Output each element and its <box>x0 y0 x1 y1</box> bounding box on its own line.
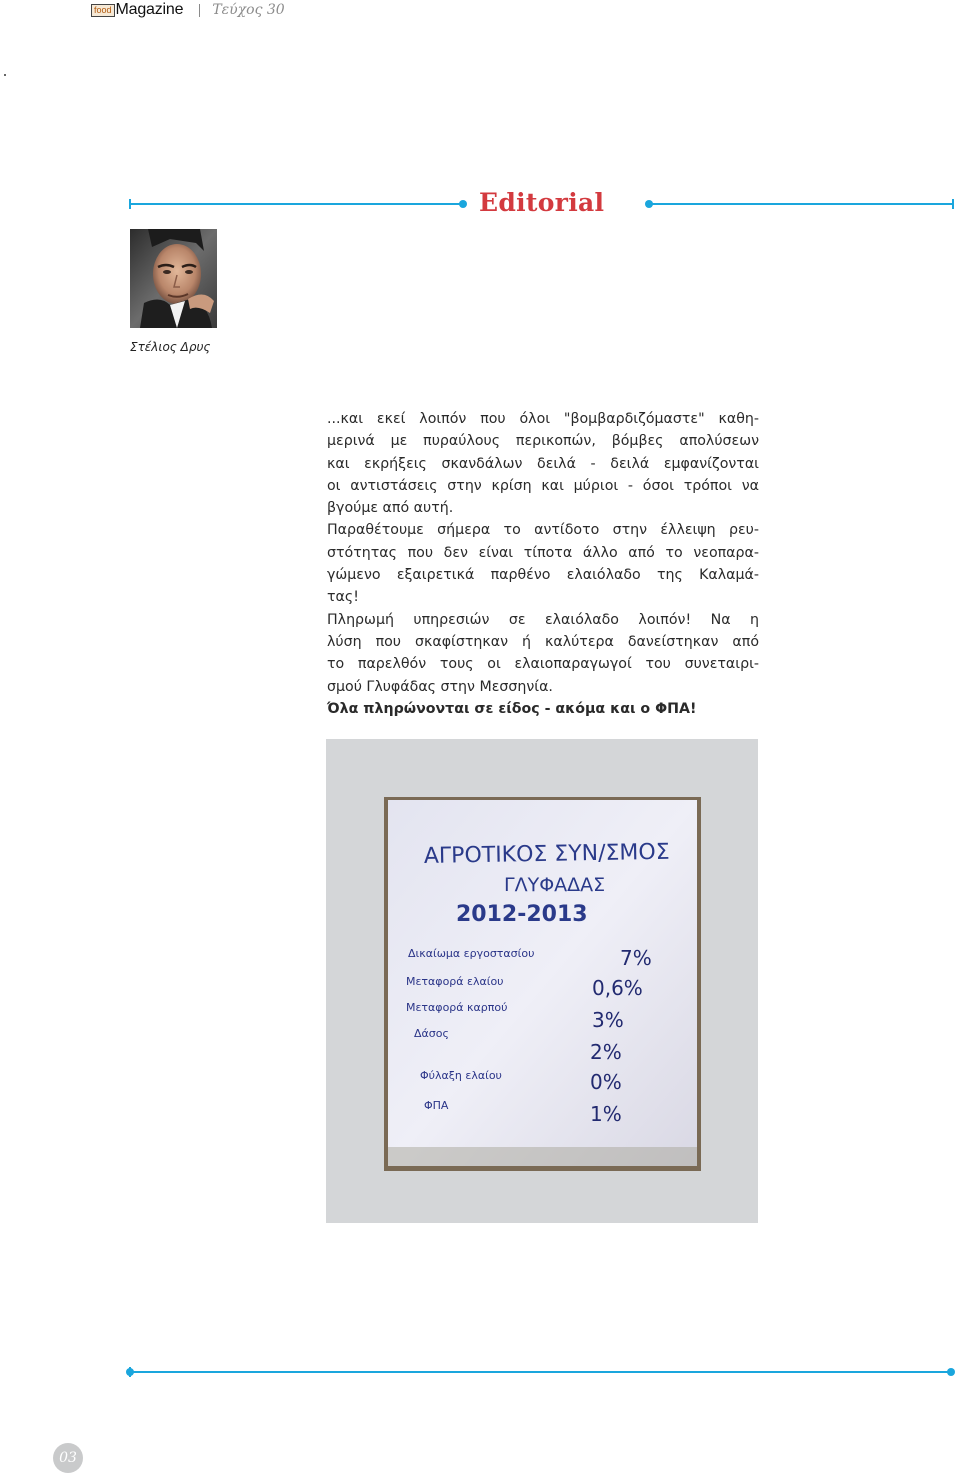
sign-row-value: 3% <box>592 1008 624 1032</box>
sign-row-label: ΦΠΑ <box>424 1099 449 1112</box>
sign-row-value: 0% <box>590 1070 622 1094</box>
article-closing: Όλα πληρώνονται σε είδος - ακόμα και ο ΦΠΑ! <box>327 700 697 717</box>
header-divider <box>199 4 200 17</box>
whiteboard-photo <box>384 797 701 1171</box>
article-line: ...και εκεί λοιπόν που όλοι "βομβαρδιζόμαστε" καθη- <box>327 411 759 427</box>
article-line: γώμενο εξαιρετικά παρθένο ελαιόλαδο της Καλαμά- <box>327 567 759 584</box>
rule-dot <box>126 1368 134 1376</box>
article-line: βγούμε από αυτή. <box>327 500 454 517</box>
bottom-rule <box>130 1371 953 1373</box>
article-line: Πληρωμή υπηρεσιών σε ελαιόλαδο λοιπόν! Να η <box>327 611 759 628</box>
author-portrait <box>130 229 217 328</box>
sign-row-label: Μεταφορά καρπού <box>406 1001 508 1014</box>
sign-row-label: Φύλαξη ελαίου <box>420 1069 502 1082</box>
rule-dot <box>459 200 467 208</box>
page-number: 03 <box>53 1443 83 1473</box>
sign-row-value: 1% <box>590 1102 622 1126</box>
author-name: Στέλιος Δρυς <box>130 340 211 354</box>
article-line: μερινά με πυραύλους περικοπών, βόμβες απολύσεων <box>327 433 759 450</box>
article-line: σμού Γλυφάδας στην Μεσσηνία. <box>327 678 553 695</box>
top-rule-right <box>650 203 953 205</box>
logo-tag: food <box>91 4 115 17</box>
logo-word: Magazine <box>115 1 184 18</box>
sign-row-value: 7% <box>620 946 652 970</box>
issue-number: Τεύχος 30 <box>212 2 285 18</box>
article-line: το παρελθόν τους οι ελαιοπαραγωγοί του συνεταιρι- <box>327 656 759 673</box>
magazine-header <box>91 0 285 20</box>
sign-years: 2012-2013 <box>456 902 588 927</box>
top-rule-left <box>130 203 463 205</box>
article-body <box>327 408 759 720</box>
margin-dot <box>4 74 6 76</box>
sign-row-value: 2% <box>590 1040 622 1064</box>
article-line: λύση που σκαφίστηκαν ή καλύτερα δανείστηκαν από <box>327 633 759 650</box>
section-title: Editorial <box>479 188 605 217</box>
article-line: Παραθέτουμε σήμερα το αντίδοτο στην έλλειψη ρευ- <box>327 522 759 539</box>
article-line: οι αντιστάσεις στην κρίση και μύριοι - όσοι τρόποι να <box>327 477 759 494</box>
sign-row-label: Μεταφορά ελαίου <box>406 975 504 988</box>
article-line: τας! <box>327 589 359 606</box>
sign-title-line1: ΑΓΡΟΤΙΚΟΣ ΣΥΝ/ΣΜΟΣ <box>423 839 670 869</box>
rule-cap <box>952 199 954 209</box>
sign-row-label: Δικαίωμα εργοστασίου <box>408 947 535 960</box>
sign-row-label: Δάσος <box>414 1027 449 1040</box>
article-line: και εκρήξεις σκανδάλων δειλά - δειλά εμφανίζονται <box>327 455 759 472</box>
sign-row-value: 0,6% <box>592 976 643 1000</box>
rule-dot <box>947 1368 955 1376</box>
article-line: στότητας που δεν είναι τίποτα άλλο από το νεοπαρα- <box>327 544 759 561</box>
sign-title-line2: ΓΛΥΦΑΔΑΣ <box>504 874 606 896</box>
